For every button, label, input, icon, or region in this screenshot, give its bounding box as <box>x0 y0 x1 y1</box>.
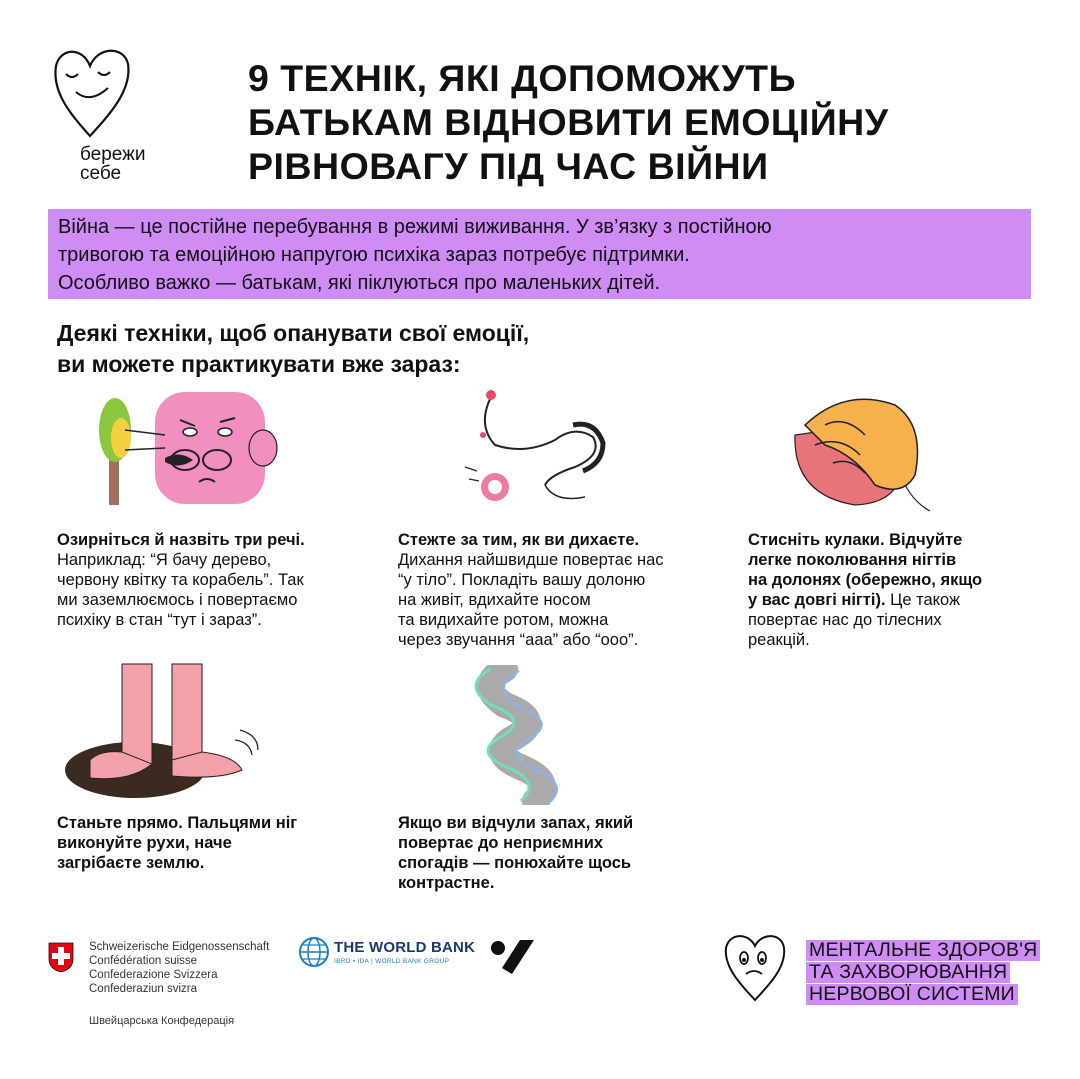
swiss-line: Confédération suisse <box>89 955 198 967</box>
swiss-line: Confederazione Svizzera <box>89 969 218 981</box>
technique-2-line: через звучання “ааа” або “ооо”. <box>398 631 639 649</box>
mental-health-line: ТА ЗАХВОРЮВАННЯ <box>806 962 1010 983</box>
technique-5-line: повертає до неприємних <box>398 834 604 852</box>
techniques-subheading <box>57 318 529 380</box>
technique-4-line: виконуйте рухи, наче <box>57 834 232 852</box>
title-line-2: БАТЬКАМ ВІДНОВИТИ ЕМОЦІЙНУ <box>248 101 889 143</box>
worried-heart-icon <box>722 930 788 1004</box>
mental-health-line: НЕРВОВОЇ СИСТЕМИ <box>806 984 1018 1005</box>
intro-line-2: тривогою та емоційною напругою психіка зараз потребує підтримки. <box>58 244 690 266</box>
mental-health-label <box>806 940 1040 1006</box>
technique-3-mixed-bold: у вас довгі нігті). <box>748 591 886 609</box>
swiss-ua-label: Швейцарська Конфедерація <box>89 1015 235 1027</box>
world-bank-name: THE WORLD BANK <box>334 939 476 956</box>
technique-3-line: повертає нас до тілесних <box>748 611 942 629</box>
technique-1-line: червону квітку та корабель”. Так <box>57 571 304 589</box>
technique-3-line: реакцій. <box>748 631 810 649</box>
title-line-1: 9 ТЕХНІК, ЯКІ ДОПОМОЖУТЬ <box>248 57 797 99</box>
technique-1-line: психіку в стан “тут і зараз”. <box>57 611 262 629</box>
technique-2-line: “у тіло”. Покладіть вашу долоню <box>398 571 646 589</box>
technique-4-title: Станьте прямо. Пальцями ніг <box>57 814 298 832</box>
technique-1-title: Озирніться й назвіть три речі. <box>57 531 305 549</box>
logo-line-1: бережи <box>80 144 146 165</box>
technique-1-line: Наприклад: “Я бачу дерево, <box>57 551 272 569</box>
technique-1-line: ми заземлюємось і повертаємо <box>57 591 298 609</box>
smell-smoke-illustration <box>445 665 585 805</box>
intro-line-1: Війна — це постійне перебування в режимі виживання. У зв’язку з постійною <box>58 216 772 238</box>
subhead-line-1: Деякі техніки, щоб опанувати свої емоції, <box>57 320 530 346</box>
technique-3-caption <box>748 530 982 650</box>
technique-2-caption <box>398 530 664 650</box>
v-brand-logo-icon <box>490 938 534 976</box>
swiss-coat-of-arms-icon <box>47 941 75 973</box>
smiling-heart-icon <box>50 44 132 140</box>
technique-3-mixed-text: Це також <box>885 591 961 609</box>
technique-3-bold-line: легке поколювання нігтів <box>748 551 957 569</box>
subhead-line-2: ви можете практикувати вже зараз: <box>57 351 461 377</box>
logo-line-2: себе <box>80 163 122 184</box>
intro-banner <box>48 209 1031 299</box>
standing-feet-illustration <box>60 660 260 800</box>
mental-health-line: МЕНТАЛЬНЕ ЗДОРОВ'Я <box>806 940 1040 961</box>
title-line-3: РІВНОВАГУ ПІД ЧАС ВІЙНИ <box>248 145 769 187</box>
technique-5-title: Якщо ви відчули запах, який <box>398 814 634 832</box>
swiss-line: Schweizerische Eidgenossenschaft <box>89 941 270 953</box>
technique-2-line: Дихання найшвидше повертає нас <box>398 551 664 569</box>
technique-2-title: Стежте за тим, як ви дихаєте. <box>398 531 640 549</box>
world-bank-subtitle: IBRD • IDA | WORLD BANK GROUP <box>334 958 450 965</box>
swiss-line: Confederaziun svizra <box>89 983 198 995</box>
technique-3-mixed-line <box>748 590 982 610</box>
technique-4-caption <box>57 813 297 873</box>
technique-4-line: загрібаєте землю. <box>57 854 205 872</box>
technique-1-caption <box>57 530 305 630</box>
page-title <box>248 56 1048 188</box>
swiss-confederation-text <box>89 940 269 996</box>
technique-2-line: та видихайте ротом, можна <box>398 611 609 629</box>
clenched-fist-illustration <box>785 385 930 515</box>
technique-5-line: контрастне. <box>398 874 495 892</box>
technique-3-title: Стисніть кулаки. Відчуйте <box>748 531 963 549</box>
pink-face-tree-illustration <box>95 390 285 510</box>
world-bank-globe-icon <box>298 936 330 968</box>
stethoscope-illustration <box>455 385 625 510</box>
technique-5-caption <box>398 813 633 893</box>
technique-3-bold-line: на долонях (обережно, якщо <box>748 571 983 589</box>
technique-5-line: спогадів — понюхайте щось <box>398 854 632 872</box>
intro-line-3: Особливо важко — батькам, які піклуються про маленьких дітей. <box>58 272 661 294</box>
technique-2-line: на живіт, вдихайте носом <box>398 591 591 609</box>
logo-wordmark <box>80 145 145 183</box>
